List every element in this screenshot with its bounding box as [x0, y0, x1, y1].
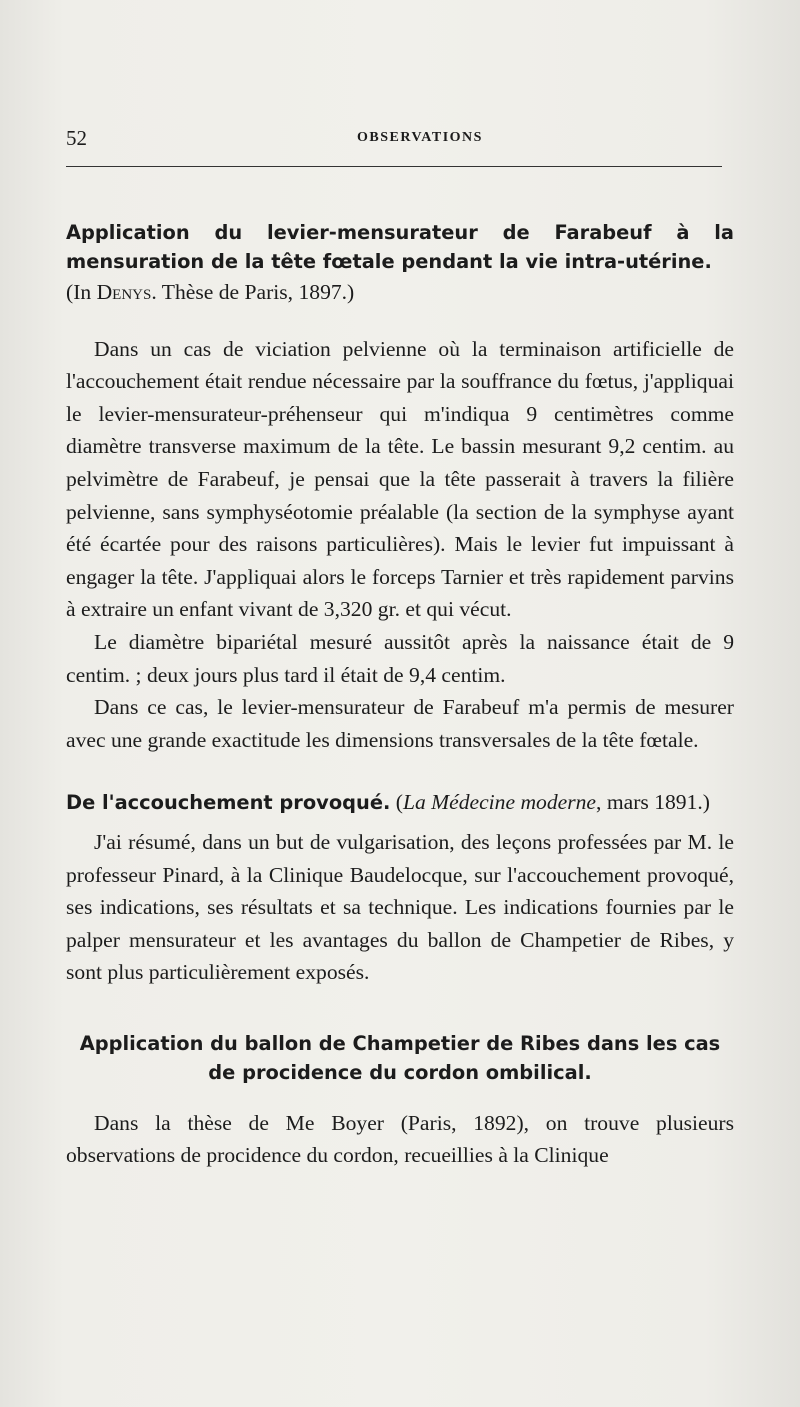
section-title-ballon: Application du ballon de Champetier de Ribes dans les cas de procidence du cordon ombilical. — [79, 1031, 721, 1084]
source-rest: , mars 1891.) — [596, 790, 710, 815]
section-title-levier-text: Application du levier-mensurateur de Farabeuf à la mensuration de la tête fœtale pendant la vie intra-utérine. — [66, 221, 734, 273]
section-source-denys — [66, 276, 734, 309]
spacer — [66, 989, 734, 1029]
source-author: Denys — [96, 280, 152, 304]
section-title-accouchement: De l'accouchement provoqué. — [66, 791, 391, 815]
page-body — [66, 218, 734, 1172]
header-rule — [66, 166, 722, 167]
paragraph: J'ai résumé, dans un but de vulgarisation, des leçons professées par M. le professeur Pinard, à la Clinique Baudelocque, sur l'accouchement provoqué, ses indications, ses résultats et sa technique. Les indications fournies par le palper mensurateur et les avantages du ballon de Champetier de Ribes, y sont plus particulièrement exposés. — [66, 829, 734, 985]
spacer — [66, 309, 734, 333]
paragraph: Dans un cas de viciation pelvienne où la terminaison artificielle de l'accouchement était rendue nécessaire par la souffrance du fœtus, j'appliquai le levier-mensurateur-préhenseur qui m'indiqua 9 centimètres comme diamètre transverse maximum de la tête. Le bassin mesurant 9,2 centim. au pelvimètre de Farabeuf, je pensai que la tête passerait à travers la filière pelvienne, sans symphyséotomie préalable (la section de la symphyse ayant été écartée pour des raisons particulières). Mais le levier fut impuissant à engager la tête. J'appliquai alors le forceps Tarnier et très rapidement parvins à extraire un enfant vivant de 3,320 gr. et qui vécut. — [66, 336, 734, 622]
source-prefix: (In — [66, 280, 97, 304]
running-title: OBSERVATIONS — [357, 130, 483, 145]
spacer — [66, 756, 734, 786]
page-number: 52 — [66, 126, 87, 150]
paragraph: Le diamètre bipariétal mesuré aussitôt après la naissance était de 9 centim. ; deux jours plus tard il était de 9,4 centim. — [66, 629, 734, 687]
section-title-levier — [66, 218, 734, 276]
source-open: ( — [390, 790, 403, 815]
source-journal: La Médecine moderne — [402, 790, 597, 815]
source-rest: . Thèse de Paris, 1897.) — [151, 280, 355, 304]
paragraph: Dans ce cas, le levier-mensurateur de Farabeuf m'a permis de mesurer avec une grande exactitude les dimensions transversales de la tête fœtale. — [66, 695, 734, 752]
paragraph: Dans la thèse de Me Boyer (Paris, 1892), on trouve plusieurs observations de procidence du cordon, recueillies à la Clinique — [66, 1110, 734, 1168]
running-head — [66, 126, 726, 156]
section-heading-accouchement — [66, 786, 734, 820]
spacer — [66, 1087, 734, 1107]
